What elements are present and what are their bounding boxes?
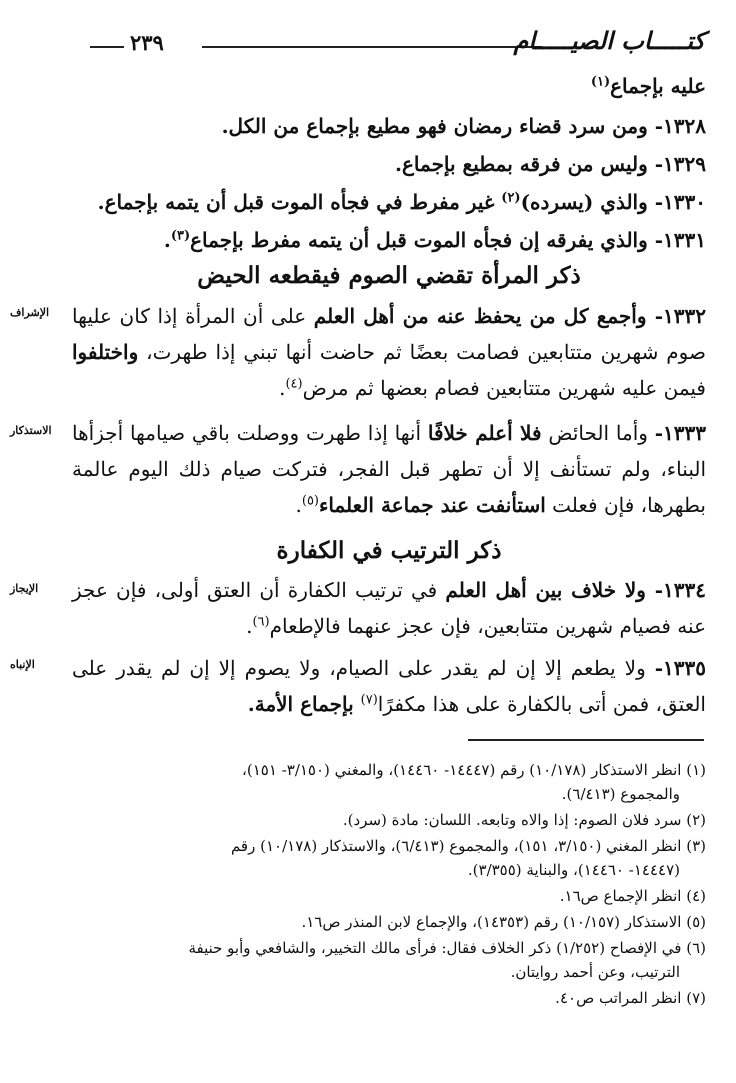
entry-bold-text: واختلفوا bbox=[72, 340, 139, 364]
entry-text: ومن سرد قضاء رمضان فهو مطيع بإجماع من الكل. bbox=[221, 114, 648, 138]
footnote-ref: (٥) bbox=[301, 493, 319, 509]
footnote-text: انظر الإجماع ص١٦. bbox=[559, 887, 682, 905]
entry-text: والذي يفرقه إن فجأه الموت قبل أن يتمه مفرط بإجماع bbox=[190, 228, 648, 252]
header-rule-left bbox=[90, 46, 124, 48]
footnote-ref: (٤) bbox=[285, 376, 303, 392]
footnote-text: انظر المراتب ص٤٠. bbox=[555, 989, 682, 1007]
section-heading-expiation: ذكر الترتيب في الكفارة bbox=[276, 537, 502, 564]
footnote-ref: (١) bbox=[590, 74, 611, 90]
entry-end: . bbox=[247, 692, 255, 716]
entry-text: وأما الحائض bbox=[541, 421, 648, 445]
entry-text: وليس من فرقه بمطيع بإجماع. bbox=[395, 152, 648, 176]
entry-number: ١٣٢٨ bbox=[663, 114, 706, 138]
entry-1331: ١٣٣١- والذي يفرقه إن فجأه الموت قبل أن يتمه مفرط بإجماع$^{(٣)}$. bbox=[163, 228, 706, 252]
running-title: كتـــــاب الصيـــــام bbox=[513, 26, 705, 55]
footnote-label: (٧) bbox=[686, 989, 706, 1007]
entry-number: ١٣٣٠ bbox=[663, 190, 706, 214]
entry-text: غير مفرط في فجأه الموت قبل أن يتمه بإجماع. bbox=[97, 190, 502, 214]
footnote-text: سرد فلان الصوم: إذا والاه وتابعه. اللسان: مادة (سرد). bbox=[342, 811, 682, 829]
footnote-separator bbox=[468, 739, 704, 741]
footnote-text: (١٤٤٤٧- ١٤٤٦٠)، والبناية (٣/٣٥٥). bbox=[467, 861, 680, 879]
entry-text: ولا يطعم إلا إن لم يقدر على الصيام، ولا يصوم إلا إن لم يقدر على العتق، فمن أتى بالكفارة على هذا مكفرًا bbox=[72, 656, 706, 716]
entry-text: على أن المرأة إذا كان عليها صوم شهرين متتابعين فصامت بعضًا ثم حاضت أنها تبني إذا طهرت، bbox=[72, 304, 706, 364]
entry-bold-text: بإجماع الأمة bbox=[254, 692, 361, 716]
footnote-7 bbox=[72, 986, 706, 1010]
entry-end: . bbox=[246, 614, 253, 638]
entry-end: . bbox=[279, 376, 286, 400]
entry-text: في ترتيب الكفارة أن العتق أولى، فإن عجز عنه فصيام شهرين متتابعين، فإن عجز عنهما فالإطعام bbox=[72, 578, 706, 638]
footnote-label: (٦) bbox=[686, 939, 706, 957]
footnote-text: انظر المغني (٣/١٥٠، ١٥١)، والمجموع (٦/٤١٣)، والاستذكار (١٠/١٧٨) رقم bbox=[230, 837, 682, 855]
entry-bold-text: فلا أعلم خلافًا bbox=[427, 421, 542, 445]
footnote-ref: (٢) bbox=[501, 190, 521, 206]
entry-bold-text: استأنفت عند جماعة العلماء bbox=[319, 493, 546, 517]
footnote-text: في الإفصاح (١/٢٥٢) ذكر الخلاف فقال: فرأى مالك التخيير، والشافعي وأبو حنيفة bbox=[188, 939, 682, 957]
entry-number: ١٣٢٩ bbox=[663, 152, 706, 176]
footnote-text: الترتيب، وعن أحمد روايتان. bbox=[510, 963, 680, 981]
entry-number: ١٣٣٣ bbox=[663, 421, 706, 445]
footnote-5 bbox=[72, 910, 706, 934]
footnote-label: (٢) bbox=[686, 811, 706, 829]
entry-text: أنها إذا طهرت ووصلت باقي صيامها أجزأها البناء، ولم تستأنف إلا أن تطهر قبل الفجر، فتركت صيام ذلك اليوم عالمة بطهرها، فإن فعلت bbox=[72, 421, 706, 517]
entry-number: ١٣٣٥ bbox=[663, 656, 706, 680]
footnote-text: والمجموع (٦/٤١٣). bbox=[561, 785, 680, 803]
footnote-3 bbox=[72, 834, 706, 882]
entry-1330: ١٣٣٠- والذي (يسرده)$^{(٢)}$ غير مفرط في فجأه الموت قبل أن يتمه بإجماع. bbox=[97, 190, 706, 214]
footnote-label: (٣) bbox=[686, 837, 706, 855]
footnote-label: (٥) bbox=[686, 913, 706, 931]
entry-number: ١٣٣١ bbox=[663, 228, 706, 252]
margin-label-inbah: الإنباه bbox=[10, 658, 35, 671]
footnote-ref: (٧) bbox=[360, 692, 378, 708]
entry-number: ١٣٣٤ bbox=[663, 578, 707, 602]
footnote-ref: (٣) bbox=[170, 228, 191, 244]
entry-1335: ١٣٣٥- ولا يطعم إلا إن لم يقدر على الصيام، ولا يصوم إلا إن لم يقدر على العتق، فمن أتى بالكفارة على هذا مكفرًا$^{(٧)}$ بإجماع الأمة. bbox=[72, 656, 706, 716]
margin-label-ijaz: الإيجاز bbox=[10, 582, 39, 595]
entry-1328: ١٣٢٨- ومن سرد قضاء رمضان فهو مطيع بإجماع من الكل. bbox=[221, 114, 706, 138]
carryover-text: عليه بإجماع bbox=[610, 74, 706, 98]
entry-text: . bbox=[163, 228, 171, 252]
footnote-ref: (٦) bbox=[252, 614, 270, 630]
entry-1333: ١٣٣٣- وأما الحائض فلا أعلم خلافًا أنها إذا طهرت ووصلت باقي صيامها أجزأها البناء، ولم تستأنف إلا أن تطهر قبل الفجر، فتركت صيام ذلك اليوم عالمة بطهرها، فإن فعلت استأنفت عند جماعة العلماء$^{(٥)}$. bbox=[72, 421, 706, 517]
section-heading-menstruation: ذكر المرأة تقضي الصوم فيقطعه الحيض bbox=[197, 262, 581, 289]
footnote-6 bbox=[72, 936, 706, 984]
page-header bbox=[90, 28, 705, 60]
entry-1334: ١٣٣٤- ولا خلاف بين أهل العلم في ترتيب الكفارة أن العتق أولى، فإن عجز عنه فصيام شهرين متتابعين، فإن عجز عنهما فالإطعام$^{(٦)}$. bbox=[72, 578, 707, 638]
entry-1332: ١٣٣٢- وأجمع كل من يحفظ عنه من أهل العلم على أن المرأة إذا كان عليها صوم شهرين متتابعين فصامت بعضًا ثم حاضت أنها تبني إذا طهرت، واختلفوا فيمن عليه شهرين متتابعين فصام بعضها ثم مرض$^{(٤)}$. bbox=[72, 304, 707, 400]
margin-label-ishraf: الإشراف bbox=[10, 306, 50, 319]
entry-end: . bbox=[295, 493, 302, 517]
entry-number: ١٣٣٢ bbox=[663, 304, 707, 328]
footnote-label: (٤) bbox=[686, 887, 706, 905]
carryover-line bbox=[72, 68, 706, 104]
footnote-1 bbox=[72, 758, 706, 806]
page-number: ٢٣٩ bbox=[130, 30, 164, 55]
footnote-4 bbox=[72, 884, 706, 908]
entry-bold-text: ولا خلاف بين أهل العلم bbox=[445, 578, 646, 602]
footnote-label: (١) bbox=[686, 761, 706, 779]
margin-label-istidhkar: الاستذكار bbox=[10, 424, 52, 437]
entry-text: والذي (يسرده) bbox=[520, 190, 648, 214]
entry-bold-text: وأجمع كل من يحفظ عنه من أهل العلم bbox=[313, 304, 647, 328]
footnote-text: الاستذكار (١٠/١٥٧) رقم (١٤٣٥٣)، والإجماع لابن المنذر ص١٦. bbox=[301, 913, 682, 931]
header-rule-middle bbox=[202, 46, 542, 48]
entry-1329: ١٣٢٩- وليس من فرقه بمطيع بإجماع. bbox=[395, 152, 706, 176]
footnote-text: انظر الاستذكار (١٠/١٧٨) رقم (١٤٤٤٧- ١٤٤٦٠)، والمغني (٣/١٥٠- ١٥١)، bbox=[242, 761, 682, 779]
entry-text: فيمن عليه شهرين متتابعين فصام بعضها ثم مرض bbox=[302, 376, 706, 400]
footnote-2 bbox=[72, 808, 706, 832]
